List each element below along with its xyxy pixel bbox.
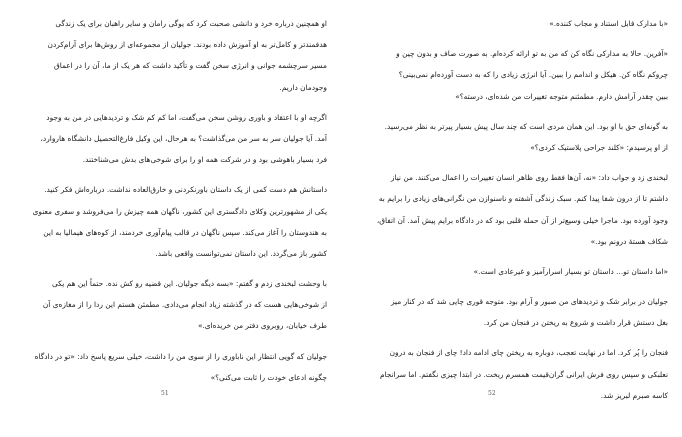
text-line: مسیر سرچشمه جوانی و انرژی سخن گفت و تأکید داشت که هر یک از ما، آن را در اعماق	[53, 61, 327, 71]
text-line: طرف خیابان، روبروی دفتر من خریده‌ای.»	[197, 321, 327, 331]
text-line: به گونه‌ای حق با او بود. این همان مردی است که چند سال پیش بسیار پیرتر به نظر می‌رسید.	[384, 121, 668, 131]
paragraph	[16, 273, 327, 337]
paragraph	[16, 179, 327, 264]
text-line: کاسه صبرم لبریز شد.	[600, 390, 668, 400]
right-page-body	[375, 13, 668, 415]
text-line: داشتم تا از درون شفا پیدا کنم. سبک زندگی آشفته و ناسنوازن من نگرانی‌های زیادی را برایم به	[378, 194, 668, 204]
paragraph	[16, 346, 327, 388]
text-line: وجودمان داریم.	[279, 82, 327, 92]
text-line: نعلبکی و سپس روی فرش ایرانی گران‌قیمت همسرم ریخت. در ابتدا چیزی نگفتم. اما سرانجام	[379, 369, 668, 379]
text-line: وجود آورده بود. ماجرا خیلی وسیع‌تر از آن حمله قلبی بود که در دادگاه برایم پیش آمد. آن اتفاق،	[376, 215, 668, 225]
text-line: فرد بسیار باهوشی بود و در شرکت همه او را برای شوخی‌های بدش می‌شناختند.	[82, 155, 327, 165]
paragraph	[375, 261, 668, 282]
left-page-body	[16, 13, 327, 397]
text-line: «اما داستان تو... داستان تو بسیار اسرارآمیز و غیرعادی است.»	[473, 266, 668, 276]
text-line: «آفرین. حالا به مدارکی نگاه کن که من به تو ارائه کرده‌ام. به صورت صاف و بدون چین و	[396, 49, 668, 59]
right-page	[341, 0, 682, 437]
paragraph	[16, 13, 327, 98]
text-line: از او پرسیدم: «کلند جراحی پلاستیک کردی؟»	[530, 142, 668, 152]
text-line: ببین چقدر آرامش دارم. مطمئنم متوجه تغییرات من شده‌ای، درسته؟»	[455, 91, 668, 101]
text-line: چروکم نگاه کن. هیکل و اندامم را ببین. آیا انرژی زیادی را که به دست آورده‌ام نمی‌بینی؟	[398, 70, 668, 80]
text-line: به هندوستان را آغاز می‌کند. سپس ناگهان در قالب پیام‌آوری خردمند، از کوه‌های هیمالیا به این	[43, 227, 327, 237]
text-line: اگرچه او با اعتقاد و باوری روشن سخن می‌گفت، اما کم کم شک و تردیدهایی در من به وجود	[46, 112, 327, 122]
page-number: 51	[161, 390, 169, 397]
text-line: لبخندی زد و جواب داد: «نه، آن‌ها فقط روی ظاهر انسان تغییرات را اعمال می‌کنند. من نیاز	[390, 173, 668, 183]
text-line: شکاف هستهٔ درونم بود.»	[590, 236, 668, 246]
text-line: چگونه ادعای خودت را ثابت می‌کنی؟»	[210, 372, 327, 382]
text-line: داستانش هم دست کمی از یک داستان باورنکردنی و خارق‌العاده نداشت. درباره‌اش فکر کنید.	[44, 185, 327, 195]
paragraph	[375, 13, 668, 34]
paragraph	[375, 43, 668, 107]
text-line: فنجان را پُر کرد. اما در نهایت تعجب، دوباره به ریختن چای ادامه داد! چای از فنجان به درون	[389, 348, 668, 358]
text-line: آمد. آیا جولیان سر به سر من می‌گذاشت؟ به هرحال، این وکیل فارغ‌التحصیل دانشگاه هاروارد،	[40, 133, 327, 143]
page-number: 52	[488, 390, 496, 397]
text-line: کشور باز می‌گردد. این داستان نمی‌توانست واقعی باشد.	[155, 248, 327, 258]
paragraph	[375, 167, 668, 252]
text-line: او همچنین درباره خرد و دانشی صحبت کرد که یوگی رامان و سایر راهبان برای یک زندگی	[55, 19, 327, 28]
text-line: هدفمندتر و کامل‌تر به او آموزش داده بودند. جولیان از مجموعه‌ای از روش‌ها برای آرام‌کردن	[47, 40, 327, 50]
paragraph	[375, 116, 668, 158]
text-line: یکی از مشهورترین وکلای دادگستری این کشور، ناگهان همه چیزش را می‌فروشد و سفری معنوی	[32, 206, 327, 216]
text-line: جولیان که گویی انتظار این ناباوری را از سوی من را داشت، خیلی سریع پاسخ داد: «تو در دادگاه	[34, 351, 327, 361]
paragraph	[375, 291, 668, 333]
text-line: بغل دستش قرار داشت و شروع به ریختن در فنجان من کرد.	[483, 318, 668, 328]
paragraph	[16, 107, 327, 171]
text-line: با وحشت لبخندی زدم و گفتم: «بسه دیگه جولیان. این قضیه رو کش نده. حتماً این هم یکی	[52, 279, 327, 289]
text-line: از شوخی‌هایی هست که در گذشته زیاد انجام می‌دادی. مطمئن هستم این ردا را از مغازه‌ی آن	[42, 300, 327, 310]
text-line: جولیان در برابر شک و تردیدهای من صبور و آرام بود. متوجه قوری چایی شد که در کنار میز	[390, 297, 668, 307]
paragraph	[375, 342, 668, 406]
text-line: «با مدارک قابل استناد و مجاب کننده.»	[549, 19, 668, 28]
